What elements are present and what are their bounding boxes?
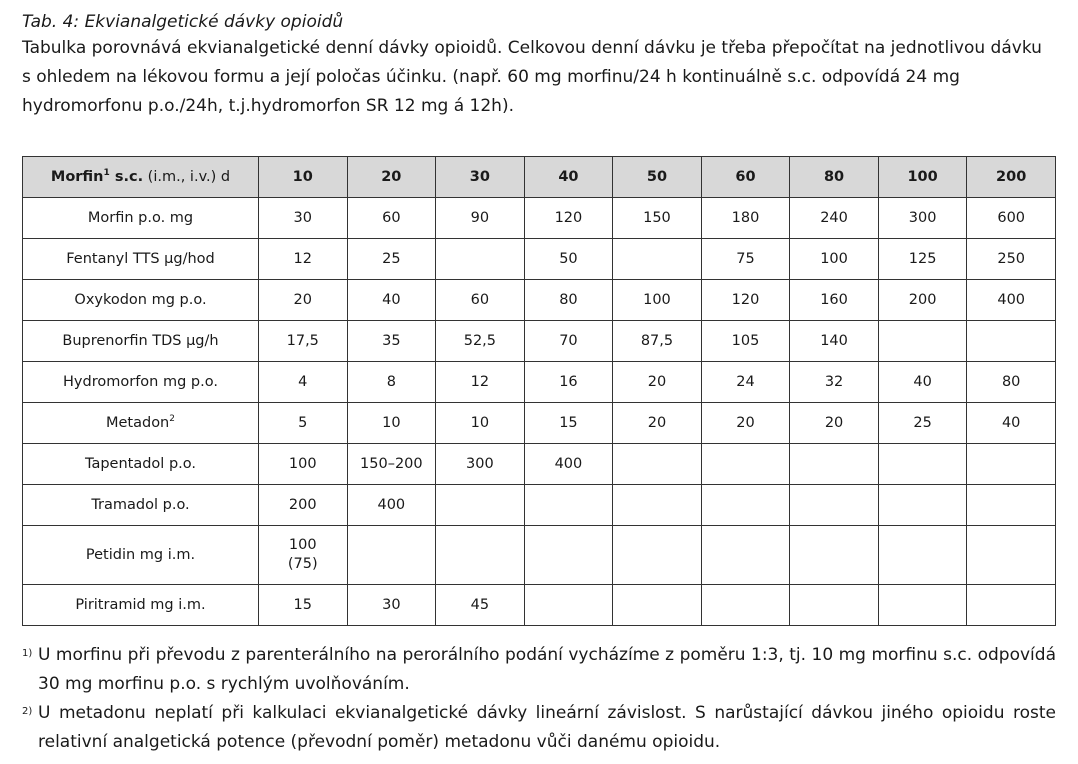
dose-cell: 24 bbox=[701, 362, 790, 403]
dose-cell bbox=[790, 485, 879, 526]
dose-cell: 15 bbox=[259, 585, 348, 626]
row-footnote-mark: 2 bbox=[169, 413, 175, 424]
table-row bbox=[23, 321, 1056, 362]
header-dose-cell: 10 bbox=[259, 157, 348, 198]
row-label-cell bbox=[23, 485, 259, 526]
header-dose-cell: 60 bbox=[701, 157, 790, 198]
dose-cell: 120 bbox=[701, 280, 790, 321]
dose-cell: 200 bbox=[878, 280, 967, 321]
dose-cell bbox=[613, 526, 702, 585]
dose-cell: 40 bbox=[967, 403, 1056, 444]
dose-cell: 87,5 bbox=[613, 321, 702, 362]
table-row bbox=[23, 585, 1056, 626]
dose-cell: 40 bbox=[878, 362, 967, 403]
dose-cell: 30 bbox=[347, 585, 436, 626]
dose-cell bbox=[613, 485, 702, 526]
dose-cell bbox=[613, 585, 702, 626]
row-label-cell bbox=[23, 239, 259, 280]
table-caption: Tab. 4: Ekvianalgetické dávky opioidů bbox=[22, 12, 344, 32]
dose-cell: 80 bbox=[524, 280, 613, 321]
dose-cell bbox=[790, 585, 879, 626]
dose-cell: 240 bbox=[790, 198, 879, 239]
footnote-1 bbox=[22, 641, 1056, 699]
header-dose-cell: 30 bbox=[436, 157, 525, 198]
dose-cell: 52,5 bbox=[436, 321, 525, 362]
dose-cell: 90 bbox=[436, 198, 525, 239]
dose-cell: 32 bbox=[790, 362, 879, 403]
dose-cell: 40 bbox=[347, 280, 436, 321]
row-label-cell bbox=[23, 526, 259, 585]
row-label-cell bbox=[23, 280, 259, 321]
footnotes bbox=[22, 641, 1056, 757]
dose-cell: 25 bbox=[878, 403, 967, 444]
dose-cell: 600 bbox=[967, 198, 1056, 239]
dose-cell: 70 bbox=[524, 321, 613, 362]
header-dose-cell: 200 bbox=[967, 157, 1056, 198]
row-label: Hydromorfon mg p.o. bbox=[63, 373, 218, 390]
row-label: Morfin p.o. mg bbox=[87, 209, 194, 226]
row-label: Tramadol p.o. bbox=[91, 496, 190, 513]
dose-cell: 150–200 bbox=[347, 444, 436, 485]
table-row bbox=[23, 526, 1056, 585]
dose-cell bbox=[524, 485, 613, 526]
table-row bbox=[23, 403, 1056, 444]
dose-cell: 300 bbox=[436, 444, 525, 485]
dose-cell: 10 bbox=[347, 403, 436, 444]
dose-cell bbox=[701, 526, 790, 585]
dose-cell: 20 bbox=[259, 280, 348, 321]
intro-paragraph: Tabulka porovnává ekvianalgetické denní dávky opioidů. Celkovou denní dávku je třeba přepočítat na jednotlivou dávku s ohledem na lékovou formu a její poločas účinku. (např. 60 mg morfinu/24 h kontinuálně s.c. odpovídá 24 mg hydromorfonu p.o./24h, t.j.hydromorfon SR 12 mg á 12h). bbox=[22, 38, 1042, 116]
dose-cell: 8 bbox=[347, 362, 436, 403]
header-dose-cell: 40 bbox=[524, 157, 613, 198]
dose-cell: 20 bbox=[613, 362, 702, 403]
dose-cell bbox=[436, 239, 525, 280]
dose-cell: 100 bbox=[613, 280, 702, 321]
row-label: Oxykodon mg p.o. bbox=[74, 291, 207, 308]
dose-cell: 12 bbox=[436, 362, 525, 403]
dose-cell bbox=[878, 321, 967, 362]
header-route-detail: (i.m., i.v.) d bbox=[143, 168, 231, 185]
dose-cell bbox=[967, 485, 1056, 526]
dose-cell: 50 bbox=[524, 239, 613, 280]
dose-cell: 15 bbox=[524, 403, 613, 444]
header-drug-label: Morfin bbox=[50, 168, 104, 185]
dose-cell: 30 bbox=[259, 198, 348, 239]
table-row bbox=[23, 444, 1056, 485]
table-row bbox=[23, 239, 1056, 280]
dose-cell bbox=[967, 526, 1056, 585]
dose-cell: 160 bbox=[790, 280, 879, 321]
dose-cell: 12 bbox=[259, 239, 348, 280]
row-label: Petidin mg i.m. bbox=[85, 546, 196, 563]
dose-cell bbox=[878, 526, 967, 585]
dose-cell: 125 bbox=[878, 239, 967, 280]
dose-cell bbox=[613, 444, 702, 485]
dose-cell: 180 bbox=[701, 198, 790, 239]
row-label-cell bbox=[23, 321, 259, 362]
dose-cell: 60 bbox=[436, 280, 525, 321]
table-header-row bbox=[23, 157, 1056, 198]
dose-cell bbox=[790, 526, 879, 585]
row-label: Tapentadol p.o. bbox=[85, 455, 196, 472]
header-reference-cell bbox=[23, 157, 259, 198]
dose-cell: 400 bbox=[347, 485, 436, 526]
dose-cell bbox=[436, 485, 525, 526]
dose-cell bbox=[701, 585, 790, 626]
header-dose-cell: 20 bbox=[347, 157, 436, 198]
equianalgesic-dose-table bbox=[22, 156, 1056, 626]
footnote-text: U morfinu při převodu z parenterálního na perorálního podání vycházíme z poměru 1:3, tj. 10 mg morfinu s.c. odpovídá 30 mg morfinu p.o. s rychlým uvolňováním. bbox=[38, 645, 1056, 694]
dose-cell: 140 bbox=[790, 321, 879, 362]
dose-cell bbox=[878, 585, 967, 626]
row-label: Piritramid mg i.m. bbox=[75, 596, 206, 613]
header-dose-cell: 100 bbox=[878, 157, 967, 198]
dose-cell: 35 bbox=[347, 321, 436, 362]
table-row bbox=[23, 485, 1056, 526]
dose-cell: 100 bbox=[790, 239, 879, 280]
dose-cell: 17,5 bbox=[259, 321, 348, 362]
dose-cell bbox=[524, 585, 613, 626]
dose-cell: 20 bbox=[701, 403, 790, 444]
dose-cell: 80 bbox=[967, 362, 1056, 403]
dose-cell: 250 bbox=[967, 239, 1056, 280]
dose-cell bbox=[613, 239, 702, 280]
dose-cell: 150 bbox=[613, 198, 702, 239]
dose-cell bbox=[436, 526, 525, 585]
table-row bbox=[23, 280, 1056, 321]
dose-cell: 10 bbox=[436, 403, 525, 444]
table-row bbox=[23, 198, 1056, 239]
dose-cell: 20 bbox=[613, 403, 702, 444]
dose-cell bbox=[878, 485, 967, 526]
header-footnote-mark: 1 bbox=[103, 167, 110, 178]
header-dose-cell: 80 bbox=[790, 157, 879, 198]
dose-cell: 120 bbox=[524, 198, 613, 239]
dose-cell bbox=[701, 485, 790, 526]
dose-cell bbox=[790, 444, 879, 485]
row-label-cell bbox=[23, 198, 259, 239]
dose-cell: 100 (75) bbox=[259, 526, 348, 585]
row-label: Metadon bbox=[105, 414, 170, 431]
dose-cell: 105 bbox=[701, 321, 790, 362]
dose-cell: 60 bbox=[347, 198, 436, 239]
dose-cell bbox=[701, 444, 790, 485]
dose-cell: 4 bbox=[259, 362, 348, 403]
document-page bbox=[22, 10, 1058, 121]
dose-cell: 45 bbox=[436, 585, 525, 626]
footnote-text: U metadonu neplatí při kalkulaci ekvianalgetické dávky lineární závislost. S narůstající dávkou jiného opioidu roste relativní analgetická potence (převodní poměr) metadonu vůči danému opioidu. bbox=[38, 703, 1056, 752]
footnote-mark: 2) bbox=[22, 706, 33, 717]
footnote-mark: 1) bbox=[22, 648, 33, 659]
dose-cell bbox=[878, 444, 967, 485]
row-label-cell bbox=[23, 362, 259, 403]
dose-cell: 16 bbox=[524, 362, 613, 403]
dose-cell: 25 bbox=[347, 239, 436, 280]
dose-cell bbox=[967, 444, 1056, 485]
row-label-cell bbox=[23, 403, 259, 444]
header-dose-cell: 50 bbox=[613, 157, 702, 198]
footnote-2 bbox=[22, 699, 1056, 757]
dose-cell: 400 bbox=[967, 280, 1056, 321]
dose-cell: 300 bbox=[878, 198, 967, 239]
dose-cell bbox=[347, 526, 436, 585]
dose-cell: 400 bbox=[524, 444, 613, 485]
row-label-cell bbox=[23, 585, 259, 626]
dose-cell: 20 bbox=[790, 403, 879, 444]
table-row bbox=[23, 362, 1056, 403]
row-label: Fentanyl TTS µg/hod bbox=[66, 250, 215, 267]
dose-cell: 5 bbox=[259, 403, 348, 444]
dose-cell bbox=[967, 585, 1056, 626]
dose-cell: 100 bbox=[259, 444, 348, 485]
dose-cell: 200 bbox=[259, 485, 348, 526]
dose-cell bbox=[967, 321, 1056, 362]
dose-cell: 75 bbox=[701, 239, 790, 280]
dose-cell bbox=[524, 526, 613, 585]
row-label: Buprenorfin TDS µg/h bbox=[62, 332, 219, 349]
row-label-cell bbox=[23, 444, 259, 485]
header-route-label: s.c. bbox=[109, 168, 144, 185]
